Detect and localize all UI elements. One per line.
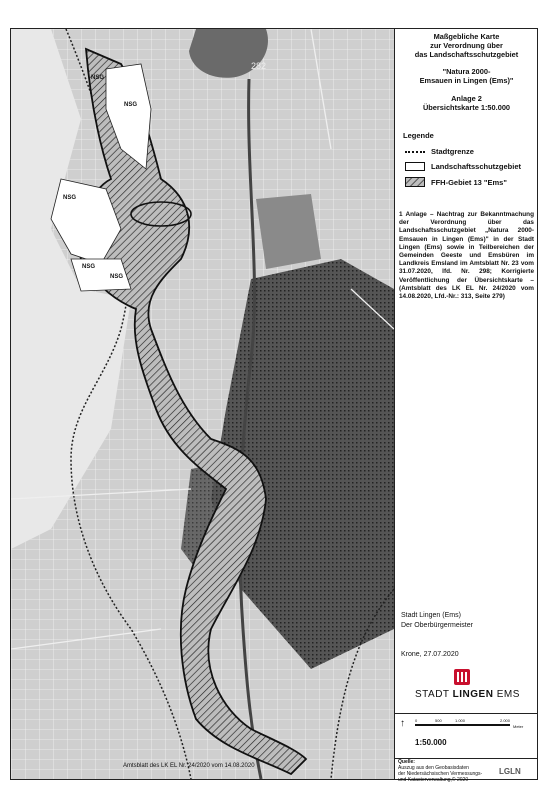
legend-label: Landschaftsschutzgebiet (431, 162, 522, 171)
data-source (398, 759, 482, 783)
scale-bar (415, 724, 510, 726)
dotted-line-icon (405, 151, 425, 153)
place-date: Krone, 27.07.2020 (401, 651, 459, 658)
map-legend-panel (394, 29, 537, 783)
nsg-label: NSG (110, 274, 124, 280)
title-line: das Landschaftsschutzgebiet (414, 50, 519, 59)
lgln-logo: LGLN (499, 767, 521, 776)
scale-tick: 1.000 (455, 718, 466, 723)
logo-word: STADT (415, 689, 453, 700)
legend-item-lsg (405, 162, 521, 171)
outline-box-icon (405, 162, 425, 171)
map-footer-caption: Amtsblatt des LK EL Nr. 24/2020 vom 14.08.2020 (123, 763, 255, 769)
nsg-label: NSG (91, 75, 105, 81)
mayor-title: Der Oberbürgermeister (401, 622, 473, 629)
scale-unit: Meter (513, 724, 524, 729)
authority: Stadt Lingen (Ems) (401, 612, 461, 619)
overview-map (11, 29, 394, 779)
source-line: und Katasterverwaltung,© 2020 (398, 777, 469, 783)
hatched-box-icon (405, 177, 425, 187)
logo-word: EMS (493, 689, 520, 700)
scale-tick: 0 (415, 718, 418, 723)
nsg-label: NSG (124, 102, 138, 108)
legend-label: FFH-Gebiet 13 "Ems" (431, 177, 507, 187)
industrial-area (256, 194, 321, 269)
legend-heading: Legende (403, 131, 434, 140)
title-line: Emsauen in Lingen (Ems)" (419, 76, 514, 85)
legend-label: Stadtgrenze (431, 147, 474, 156)
coat-of-arms-icon (452, 667, 472, 687)
logo-word: LINGEN (452, 689, 494, 700)
amendment-notice: 1 Anlage – Nachtrag zur Bekanntmachung der Verordnung über das Landschaftsschutzgebiet „Natura 2000-Emsauen in Lingen (Ems)" in der Stadt Lingen (Ems) sowie in Teilbereichen der Gemeinden Geeste und Emsbüren im Landkreis Emsland im Amtsblatt Nr. 23 vom 31.07.2020, lfd. Nr. 298; Korrigierte Veröffentlichung der Übersichtskarte – (Amtsblatt des LK EL Nr. 24/2020 vom 14.08.2020, Lfd.-Nr.: 313, Seite 279) (399, 211, 534, 301)
source-line: Auszug aus den Geobasisdaten (398, 765, 469, 771)
nsg-label: NSG (63, 195, 77, 201)
nsg-label: NSG (82, 264, 96, 270)
city-logo-text (415, 689, 520, 700)
scale-tick: 500 (435, 718, 442, 723)
title-line: Maßgebliche Karte (433, 32, 500, 41)
title-line: zur Verordnung über (430, 41, 503, 50)
scale-label: 1:50.000 (415, 738, 447, 747)
source-line: der Niedersächsischen Vermessungs- (398, 771, 483, 777)
page-number: 282 (251, 61, 267, 71)
scale-panel (395, 713, 537, 759)
map-title (397, 32, 536, 112)
map-area[interactable] (11, 29, 394, 779)
north-arrow-icon: ↑ (400, 718, 405, 729)
source-line: Quelle: (398, 759, 415, 765)
signature-block (401, 611, 473, 631)
legend-item-city-boundary (405, 147, 474, 156)
annex-label: Anlage 2 (451, 94, 482, 103)
legend-item-ffh (405, 177, 507, 187)
scale-tick: 2.000 (500, 718, 511, 723)
title-line: "Natura 2000- (442, 67, 491, 76)
overview-scale-label: Übersichtskarte 1:50.000 (422, 103, 511, 112)
